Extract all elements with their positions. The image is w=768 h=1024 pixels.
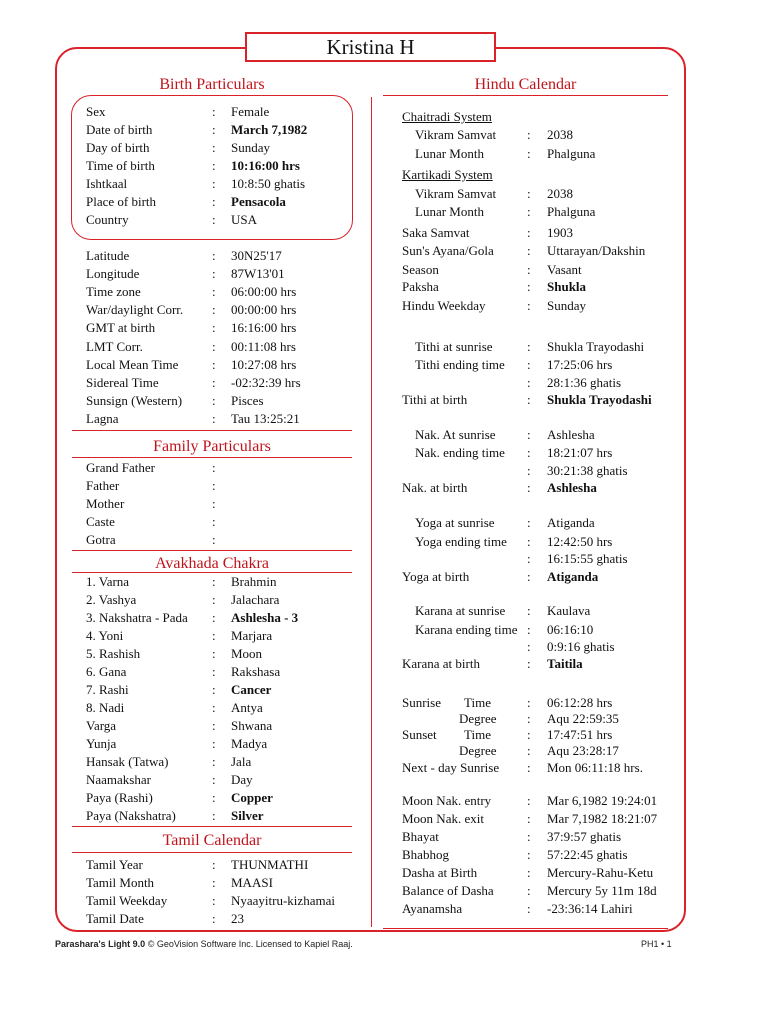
row-label: Tamil Weekday <box>86 893 168 908</box>
row-colon: : <box>212 176 216 191</box>
sunset-degree: Aqu 23:28:17 <box>547 743 619 758</box>
row-colon: : <box>527 186 531 201</box>
row-colon: : <box>212 460 216 475</box>
row-label: Tithi ending time <box>415 357 505 372</box>
row-colon: : <box>212 700 216 715</box>
row-value: Jalachara <box>231 592 280 607</box>
row-colon: : <box>212 682 216 697</box>
row-colon: : <box>212 893 216 908</box>
row-label: Day of birth <box>86 140 150 155</box>
row-value: 10:16:00 hrs <box>231 158 300 173</box>
row-value: Rakshasa <box>231 664 281 679</box>
row-value: 28:1:36 ghatis <box>547 375 622 390</box>
row-value: Moon <box>231 646 263 661</box>
row-colon: : <box>527 262 531 277</box>
row-colon: : <box>527 901 531 916</box>
row-label: Hansak (Tatwa) <box>86 754 169 769</box>
row-value: Phalguna <box>547 204 596 219</box>
row-colon: : <box>212 772 216 787</box>
row-colon: : <box>212 736 216 751</box>
row-label: Ayanamsha <box>402 901 463 916</box>
page-title: Kristina H <box>245 32 496 62</box>
row-colon: : <box>527 204 531 219</box>
row-colon: : <box>212 104 216 119</box>
row-colon: : <box>212 646 216 661</box>
row-value: March 7,1982 <box>231 122 308 137</box>
row-label: 5. Rashish <box>86 646 141 661</box>
row-label: Tamil Date <box>86 911 144 926</box>
row-value: Taitila <box>547 656 583 671</box>
row-label: Bhayat <box>402 829 439 844</box>
family-heading: Family Particulars <box>153 438 271 455</box>
row-value: Jala <box>231 754 252 769</box>
row-label: Caste <box>86 514 115 529</box>
row-colon: : <box>527 445 531 460</box>
row-value: Mar 6,1982 19:24:01 <box>547 793 658 808</box>
row-label: LMT Corr. <box>86 338 143 354</box>
sunset-time-label: Time <box>464 727 491 742</box>
row-colon: : <box>212 875 216 890</box>
row-value: Cancer <box>231 682 272 697</box>
row-colon: : <box>212 410 216 426</box>
row-colon: : <box>212 122 216 137</box>
row-value: Atiganda <box>547 515 595 530</box>
row-value: 30:21:38 ghatis <box>547 463 628 478</box>
row-value: Brahmin <box>231 574 277 589</box>
row-label: War/daylight Corr. <box>86 302 184 318</box>
sunrise-label: Sunrise <box>402 695 441 710</box>
row-label: 6. Gana <box>86 664 127 679</box>
row-label: Saka Samvat <box>402 225 470 240</box>
row-value: Shukla Trayodashi <box>547 339 645 354</box>
row-colon: : <box>527 534 531 549</box>
row-label: Date of birth <box>86 122 153 137</box>
row-value: Mercury-Rahu-Ketu <box>547 865 654 880</box>
row-label: 1. Varna <box>86 574 130 589</box>
row-value: Copper <box>231 790 273 805</box>
row-colon: : <box>527 463 531 478</box>
birth-heading: Birth Particulars <box>159 76 265 93</box>
row-colon: : <box>212 392 216 408</box>
row-label: Sunsign (Western) <box>86 392 183 408</box>
row-colon: : <box>527 127 531 142</box>
row-value: Antya <box>231 700 263 715</box>
row-label: GMT at birth <box>86 320 156 336</box>
row-label: Nak. at birth <box>402 480 468 495</box>
section-rule <box>72 852 352 853</box>
row-value: 06:16:10 <box>547 622 594 637</box>
row-value: -02:32:39 hrs <box>231 374 301 390</box>
row-colon: : <box>212 338 216 354</box>
hindu-heading: Hindu Calendar <box>474 76 577 93</box>
row-value: THUNMATHI <box>231 857 309 872</box>
row-value: Nyaayitru-kizhamai <box>231 893 335 908</box>
row-label: 2. Vashya <box>86 592 137 607</box>
row-label: Sidereal Time <box>86 374 159 390</box>
row-colon: : <box>527 357 531 372</box>
row-colon: : <box>212 664 216 679</box>
row-label: Nak. At sunrise <box>415 427 496 442</box>
row-colon: : <box>212 284 216 300</box>
row-label: 7. Rashi <box>86 682 129 697</box>
row-colon: : <box>527 811 531 826</box>
row-label: Dasha at Birth <box>402 865 478 880</box>
row-colon: : <box>527 243 531 258</box>
footer-page-number: PH1 • 1 <box>641 939 672 949</box>
row-colon: : <box>527 656 531 671</box>
row-value: 00:00:00 hrs <box>231 302 297 318</box>
column-divider <box>371 97 372 927</box>
row-label: Place of birth <box>86 194 157 209</box>
row-colon: : <box>527 865 531 880</box>
row-colon: : <box>212 248 216 263</box>
row-colon: : <box>527 847 531 862</box>
row-value: 37:9:57 ghatis <box>547 829 622 844</box>
sunrise-degree-label: Degree <box>459 711 497 726</box>
row-label: Country <box>86 212 129 227</box>
row-colon: : <box>527 146 531 161</box>
row-label: Sun's Ayana/Gola <box>402 243 494 258</box>
row-colon: : <box>527 515 531 530</box>
row-label: Yunja <box>86 736 117 751</box>
row-colon: : <box>212 592 216 607</box>
row-value: Pensacola <box>231 194 286 209</box>
row-value: 16:15:55 ghatis <box>547 551 628 566</box>
row-colon: : <box>527 883 531 898</box>
row-value: Mar 7,1982 18:21:07 <box>547 811 658 826</box>
row-label: Moon Nak. entry <box>402 793 492 808</box>
row-colon: : <box>212 574 216 589</box>
nextday-value: Mon 06:11:18 hrs. <box>547 760 643 775</box>
row-value: -23:36:14 Lahiri <box>547 901 633 916</box>
row-colon: : <box>212 212 216 227</box>
row-colon: : <box>527 569 531 584</box>
row-label: 4. Yoni <box>86 628 124 643</box>
row-label: Season <box>402 262 439 277</box>
row-label: 3. Nakshatra - Pada <box>86 610 188 625</box>
row-colon: : <box>212 754 216 769</box>
row-colon: : <box>527 279 531 294</box>
row-label: Time of birth <box>86 158 155 173</box>
row-colon: : <box>212 478 216 493</box>
row-value: 06:00:00 hrs <box>231 284 297 300</box>
row-value: Day <box>231 772 253 787</box>
row-value: Shukla Trayodashi <box>547 392 652 407</box>
row-label: Moon Nak. exit <box>402 811 484 826</box>
row-colon: : <box>527 639 531 654</box>
row-colon: : <box>212 140 216 155</box>
row-value: Silver <box>231 808 264 823</box>
row-label: 8. Nadi <box>86 700 125 715</box>
row-label: Mother <box>86 496 125 511</box>
section-rule <box>72 826 352 827</box>
row-label: Bhabhog <box>402 847 449 862</box>
row-label: Lagna <box>86 410 119 426</box>
row-value: 0:9:16 ghatis <box>547 639 615 654</box>
section-rule <box>383 928 668 929</box>
row-label: Ishtkaal <box>86 176 128 191</box>
row-value: Mercury 5y 11m 18d <box>547 883 657 898</box>
row-colon: : <box>527 427 531 442</box>
row-value: Kaulava <box>547 603 591 618</box>
row-colon: : <box>527 603 531 618</box>
row-colon: : <box>212 356 216 372</box>
row-value: Sunday <box>231 140 270 155</box>
row-colon: : <box>527 298 531 313</box>
row-colon: : <box>212 320 216 336</box>
row-label: Local Mean Time <box>86 356 179 372</box>
row-label: Karana at birth <box>402 656 480 671</box>
row-label: Tamil Month <box>86 875 155 890</box>
row-value: 16:16:00 hrs <box>231 320 297 336</box>
row-colon: : <box>527 392 531 407</box>
avakhada-heading: Avakhada Chakra <box>155 555 269 572</box>
sunset-label: Sunset <box>402 727 437 742</box>
sunrise-time: 06:12:28 hrs <box>547 695 613 710</box>
row-value: Ashlesha <box>547 427 595 442</box>
row-value: 18:21:07 hrs <box>547 445 613 460</box>
row-value: Uttarayan/Dakshin <box>547 243 646 258</box>
row-label: Tithi at sunrise <box>415 339 493 354</box>
sunrise-time-label: Time <box>464 695 491 710</box>
row-colon: : <box>527 622 531 637</box>
row-value: MAASI <box>231 875 273 890</box>
row-label: Yoga ending time <box>415 534 507 549</box>
row-colon: : <box>212 374 216 390</box>
row-label: Gotra <box>86 532 116 547</box>
row-label: Father <box>86 478 120 493</box>
row-colon: : <box>212 808 216 823</box>
row-label: Longitude <box>86 266 140 282</box>
row-label: Kartikadi System <box>402 167 493 182</box>
section-rule <box>383 95 668 96</box>
row-value: 2038 <box>547 186 573 201</box>
nextday-label: Next - day Sunrise <box>402 760 500 775</box>
row-value: 00:11:08 hrs <box>231 338 296 354</box>
row-label: Karana ending time <box>415 622 518 637</box>
row-value: Madya <box>231 736 268 751</box>
row-label: Karana at sunrise <box>415 603 506 618</box>
row-colon: : <box>212 302 216 318</box>
row-value: 10:8:50 ghatis <box>231 176 306 191</box>
row-value: 87W13'01 <box>231 266 285 282</box>
row-label: Tithi at birth <box>402 392 468 407</box>
row-colon: : <box>212 628 216 643</box>
row-colon: : <box>212 194 216 209</box>
sunrise-degree: Aqu 22:59:35 <box>547 711 619 726</box>
row-colon: : <box>212 718 216 733</box>
row-value: 57:22:45 ghatis <box>547 847 628 862</box>
row-colon: : <box>212 857 216 872</box>
row-value: Atiganda <box>547 569 599 584</box>
tamil-heading: Tamil Calendar <box>162 832 262 849</box>
row-value: 2038 <box>547 127 573 142</box>
row-value: Shwana <box>231 718 273 733</box>
row-colon: : <box>527 375 531 390</box>
row-label: Lunar Month <box>415 146 484 161</box>
sunset-degree-label: Degree <box>459 743 497 758</box>
row-label: Lunar Month <box>415 204 484 219</box>
row-label: Balance of Dasha <box>402 883 494 898</box>
row-colon: : <box>212 532 216 547</box>
row-value: Pisces <box>231 392 264 408</box>
row-colon: : <box>212 496 216 511</box>
row-value: Female <box>231 104 270 119</box>
sunset-time: 17:47:51 hrs <box>547 727 613 742</box>
row-value: 30N25'17 <box>231 248 282 263</box>
row-label: Paya (Rashi) <box>86 790 153 805</box>
row-label: Varga <box>86 718 117 733</box>
row-value: Sunday <box>547 298 586 313</box>
row-label: Grand Father <box>86 460 155 475</box>
row-value: USA <box>231 212 258 227</box>
row-value: Phalguna <box>547 146 596 161</box>
row-value: Tau 13:25:21 <box>231 410 300 426</box>
row-label: Paya (Nakshatra) <box>86 808 176 823</box>
row-value: Shukla <box>547 279 587 294</box>
row-colon: : <box>527 225 531 240</box>
row-colon: : <box>212 514 216 529</box>
row-value: 10:27:08 hrs <box>231 356 297 372</box>
row-label: Time zone <box>86 284 141 300</box>
row-label: Vikram Samvat <box>415 127 497 142</box>
row-colon: : <box>212 266 216 282</box>
row-colon: : <box>212 790 216 805</box>
row-label: Yoga at sunrise <box>415 515 495 530</box>
row-value: Marjara <box>231 628 273 643</box>
row-label: Latitude <box>86 248 130 263</box>
row-value: 12:42:50 hrs <box>547 534 613 549</box>
row-value: 23 <box>231 911 244 926</box>
row-value: Vasant <box>547 262 582 277</box>
row-value: Ashlesha - 3 <box>231 610 299 625</box>
row-colon: : <box>212 158 216 173</box>
row-colon: : <box>212 911 216 926</box>
row-label: Tamil Year <box>86 857 143 872</box>
row-label: Naamakshar <box>86 772 151 787</box>
row-value: 1903 <box>547 225 573 240</box>
row-label: Paksha <box>402 279 439 294</box>
row-label: Yoga at birth <box>402 569 470 584</box>
row-value: Ashlesha <box>547 480 597 495</box>
section-rule <box>72 457 352 458</box>
row-colon: : <box>212 610 216 625</box>
row-colon: : <box>527 829 531 844</box>
row-colon: : <box>527 339 531 354</box>
section-rule <box>72 550 352 551</box>
row-label: Nak. ending time <box>415 445 505 460</box>
section-rule <box>72 430 352 431</box>
row-label: Vikram Samvat <box>415 186 497 201</box>
row-colon: : <box>527 480 531 495</box>
row-label: Sex <box>86 104 106 119</box>
row-value: 17:25:06 hrs <box>547 357 613 372</box>
row-colon: : <box>527 551 531 566</box>
row-label: Chaitradi System <box>402 109 492 124</box>
row-label: Hindu Weekday <box>402 298 486 313</box>
footer-copyright: Parashara's Light 9.0 © GeoVision Software Inc. Licensed to Kapiel Raaj. <box>55 939 353 949</box>
row-colon: : <box>527 793 531 808</box>
